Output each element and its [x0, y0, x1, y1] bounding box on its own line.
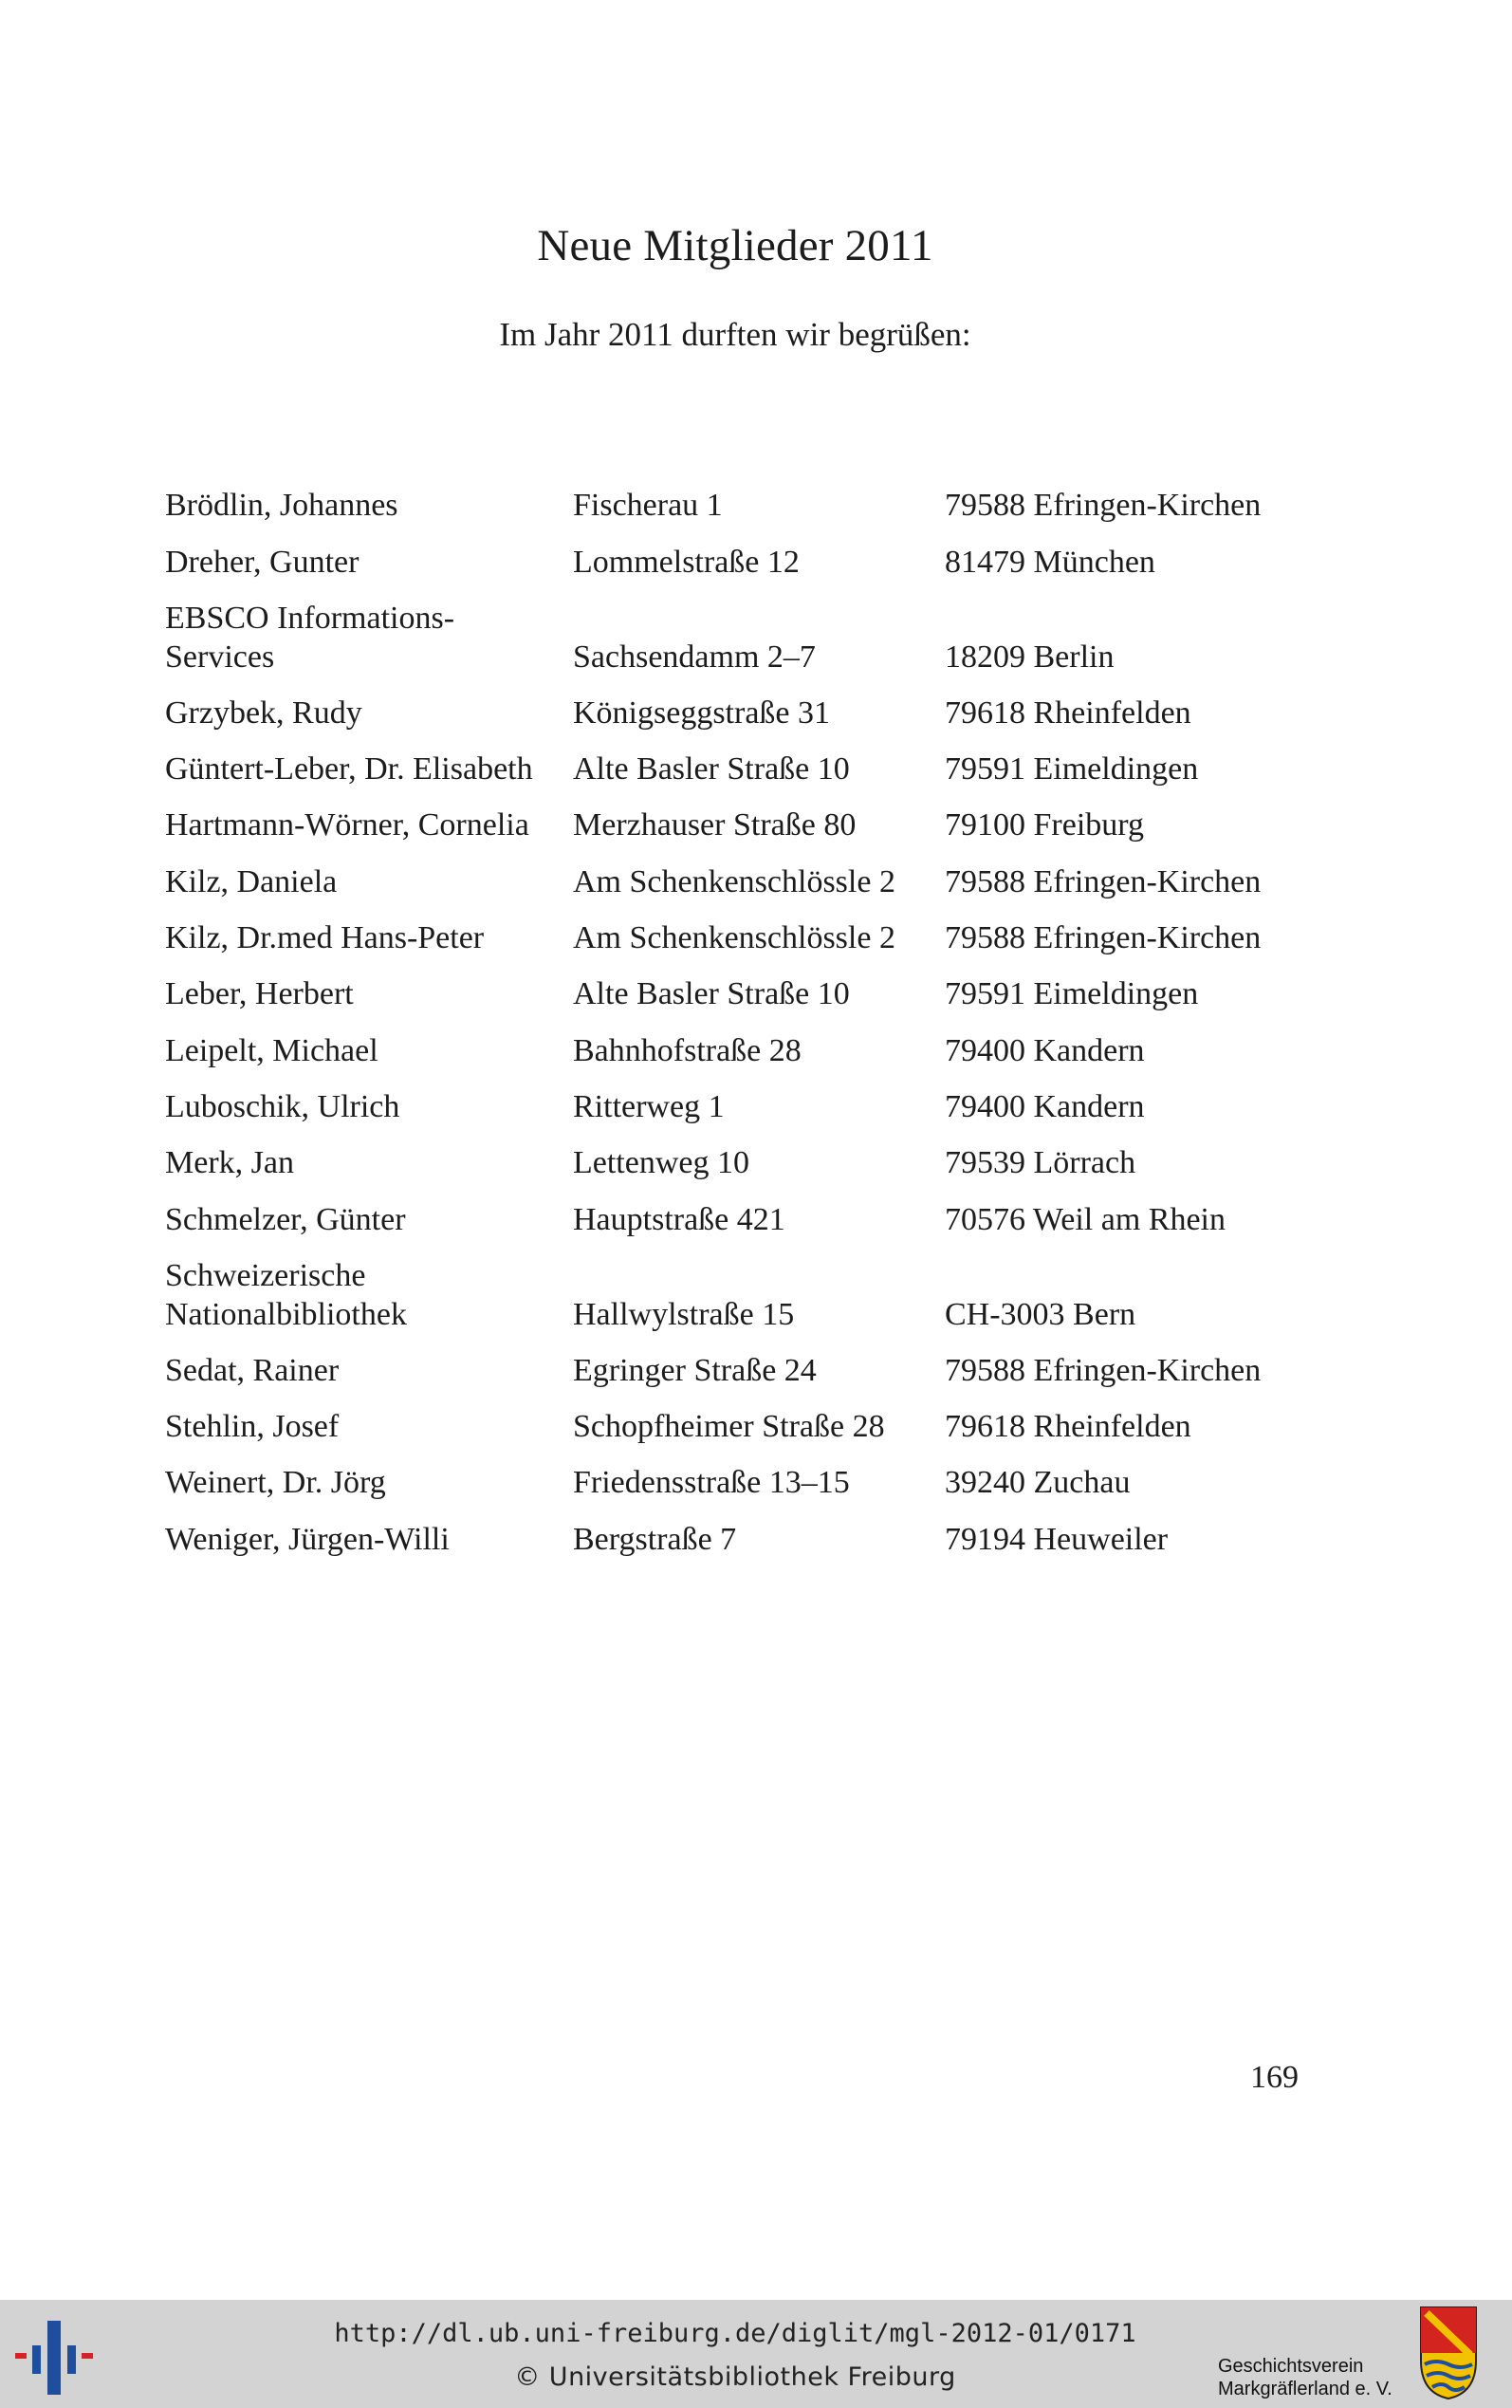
member-name: Schweizerische Nationalbibliothek — [165, 1257, 407, 1332]
member-name: Brödlin, Johannes — [165, 488, 398, 524]
member-city: 79618 Rheinfelden — [945, 1409, 1191, 1445]
member-street: Königseggstraße 31 — [573, 695, 831, 731]
member-street: Hauptstraße 421 — [573, 1201, 785, 1237]
member-name: Grzybek, Rudy — [165, 695, 362, 731]
member-city: 81479 München — [945, 544, 1155, 580]
member-name: Sedat, Rainer — [165, 1352, 340, 1388]
page-subtitle: Im Jahr 2011 durften wir begrüßen: — [499, 316, 971, 353]
member-name: Güntert-Leber, Dr. Elisabeth — [165, 751, 533, 787]
member-name: EBSCO Informations-Services — [165, 600, 455, 675]
member-city: 79618 Rheinfelden — [945, 695, 1191, 731]
member-name: Leipelt, Michael — [165, 1032, 378, 1068]
member-street: Am Schenkenschlössle 2 — [573, 920, 895, 956]
member-street: Schopfheimer Straße 28 — [573, 1409, 885, 1445]
member-street: Bahnhofstraße 28 — [573, 1032, 802, 1068]
member-name: Kilz, Daniela — [165, 863, 338, 899]
member-city: 79588 Efringen-Kirchen — [945, 863, 1262, 899]
member-name: Dreher, Gunter — [165, 544, 360, 580]
member-city: 79588 Efringen-Kirchen — [945, 488, 1262, 524]
society-name-line1: Geschichtsverein — [1218, 2356, 1364, 2377]
member-city: 79591 Eimeldingen — [945, 976, 1199, 1012]
member-city: 79400 Kandern — [945, 1032, 1145, 1068]
member-street: Ritterweg 1 — [573, 1088, 725, 1124]
member-name: Kilz, Dr.med Hans-Peter — [165, 920, 485, 956]
member-city: 79100 Freiburg — [945, 807, 1144, 843]
member-city: 79591 Eimeldingen — [945, 751, 1199, 787]
member-city: 18209 Berlin — [945, 639, 1115, 675]
member-city: 39240 Zuchau — [945, 1465, 1131, 1501]
member-street: Lettenweg 10 — [573, 1145, 749, 1181]
member-street: Sachsendamm 2–7 — [573, 639, 816, 675]
member-name: Luboschik, Ulrich — [165, 1088, 400, 1124]
member-street: Hallwylstraße 15 — [573, 1296, 795, 1332]
member-name: Schmelzer, Günter — [165, 1201, 406, 1237]
member-name: Merk, Jan — [165, 1145, 294, 1181]
society-name — [1218, 2355, 1392, 2400]
footer-bar — [0, 2300, 1512, 2408]
page-number: 169 — [1250, 2060, 1299, 2095]
member-street: Alte Basler Straße 10 — [573, 751, 850, 787]
member-street: Egringer Straße 24 — [573, 1352, 817, 1388]
society-name-line2: Markgräflerland e. V. — [1218, 2379, 1392, 2399]
member-street: Bergstraße 7 — [573, 1521, 737, 1557]
member-name: Stehlin, Josef — [165, 1409, 340, 1445]
member-city: 79539 Lörrach — [945, 1145, 1136, 1181]
coat-of-arms-icon — [1419, 2306, 1478, 2400]
member-city: CH-3003 Bern — [945, 1296, 1136, 1332]
member-city: 79588 Efringen-Kirchen — [945, 920, 1262, 956]
member-street: Friedensstraße 13–15 — [573, 1465, 850, 1501]
member-street: Lommelstraße 12 — [573, 544, 800, 580]
member-street: Alte Basler Straße 10 — [573, 976, 850, 1012]
member-name: Hartmann-Wörner, Cornelia — [165, 807, 529, 843]
member-street: Am Schenkenschlössle 2 — [573, 863, 895, 899]
member-city: 79194 Heuweiler — [945, 1521, 1169, 1557]
member-name: Weinert, Dr. Jörg — [165, 1465, 386, 1501]
member-city: 79400 Kandern — [945, 1088, 1145, 1124]
member-name: Leber, Herbert — [165, 976, 354, 1012]
member-street: Merzhauser Straße 80 — [573, 807, 857, 843]
member-city: 79588 Efringen-Kirchen — [945, 1352, 1262, 1388]
member-city: 70576 Weil am Rhein — [945, 1201, 1226, 1237]
member-name: Weniger, Jürgen-Willi — [165, 1521, 450, 1557]
footer-copyright: © Universitätsbibliothek Freiburg — [514, 2362, 956, 2392]
member-street: Fischerau 1 — [573, 488, 723, 524]
footer-url-link[interactable]: http://dl.ub.uni-freiburg.de/diglit/mgl-2012-01/0171 — [334, 2319, 1136, 2348]
page-title: Neue Mitglieder 2011 — [537, 221, 933, 270]
